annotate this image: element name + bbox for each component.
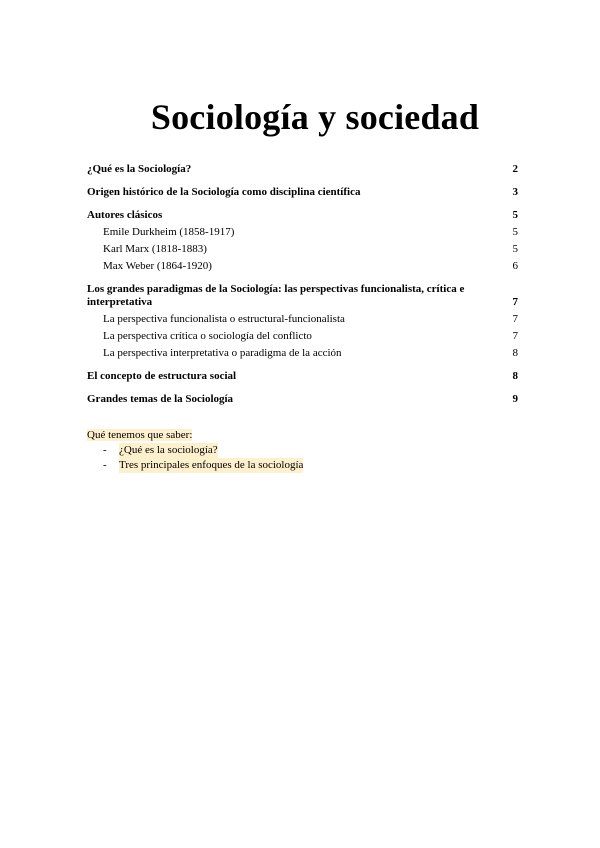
toc-subentry-text: Karl Marx (1818-1883) xyxy=(103,243,207,255)
toc-entry[interactable] xyxy=(87,186,518,199)
toc-subentry-text: Max Weber (1864-1920) xyxy=(103,260,212,272)
toc-subentry-page: 6 xyxy=(512,260,518,272)
toc-subentry-text: La perspectiva interpretativa o paradigma de la acción xyxy=(103,347,342,359)
bullet-marker: - xyxy=(103,444,107,456)
toc-subentry-page: 5 xyxy=(512,226,518,238)
toc-entry-page: 8 xyxy=(512,370,518,382)
toc-entry[interactable] xyxy=(87,209,518,222)
notes-heading-text: Qué tenemos que saber: xyxy=(87,429,193,441)
toc-subentry[interactable] xyxy=(87,226,518,239)
notes-item xyxy=(87,443,303,458)
notes-item-text: ¿Qué es la sociología? xyxy=(119,444,218,456)
toc-subentry-page: 7 xyxy=(512,313,518,325)
toc-subentry-page: 8 xyxy=(512,347,518,359)
toc-subentry[interactable] xyxy=(87,243,518,256)
toc-subentry-page: 7 xyxy=(512,330,518,342)
toc-subentry-text: La perspectiva crítica o sociología del conflicto xyxy=(103,330,312,342)
toc-subentry[interactable] xyxy=(87,313,518,326)
toc-subentry[interactable] xyxy=(87,347,518,360)
toc-entry[interactable] xyxy=(87,163,518,176)
toc-entry-text: Autores clásicos xyxy=(87,209,163,221)
notes-item-text: Tres principales enfoques de la sociología xyxy=(119,459,304,471)
toc-entry-text: ¿Qué es la Sociología? xyxy=(87,163,192,175)
toc-subentry[interactable] xyxy=(87,260,518,273)
toc-subentry[interactable] xyxy=(87,330,518,343)
toc-entry-page: 3 xyxy=(512,186,518,198)
toc-entry-text: Los grandes paradigmas de la Sociología: las perspectivas funcionalista, crítica e interpretativa xyxy=(87,283,465,308)
toc-subentry-page: 5 xyxy=(512,243,518,255)
toc-entry-text: Origen histórico de la Sociología como disciplina científica xyxy=(87,186,361,198)
toc-entry-page: 7 xyxy=(512,296,518,308)
document-title: Sociología y sociedad xyxy=(150,97,480,137)
study-notes xyxy=(87,428,303,473)
notes-item xyxy=(87,458,303,473)
toc-entry[interactable] xyxy=(87,283,518,309)
toc-entry[interactable] xyxy=(87,370,518,383)
toc-entry-text: Grandes temas de la Sociología xyxy=(87,393,234,405)
toc-entry-page: 9 xyxy=(512,393,518,405)
toc-entry-text: El concepto de estructura social xyxy=(87,370,237,382)
toc-subentry-text: Emile Durkheim (1858-1917) xyxy=(103,226,235,238)
notes-heading xyxy=(87,428,303,443)
table-of-contents xyxy=(87,163,518,406)
toc-subentry-text: La perspectiva funcionalista o estructural-funcionalista xyxy=(103,313,345,325)
bullet-marker: - xyxy=(103,459,107,471)
toc-entry-page: 5 xyxy=(512,209,518,221)
toc-entry[interactable] xyxy=(87,393,518,406)
toc-entry-page: 2 xyxy=(512,163,518,175)
